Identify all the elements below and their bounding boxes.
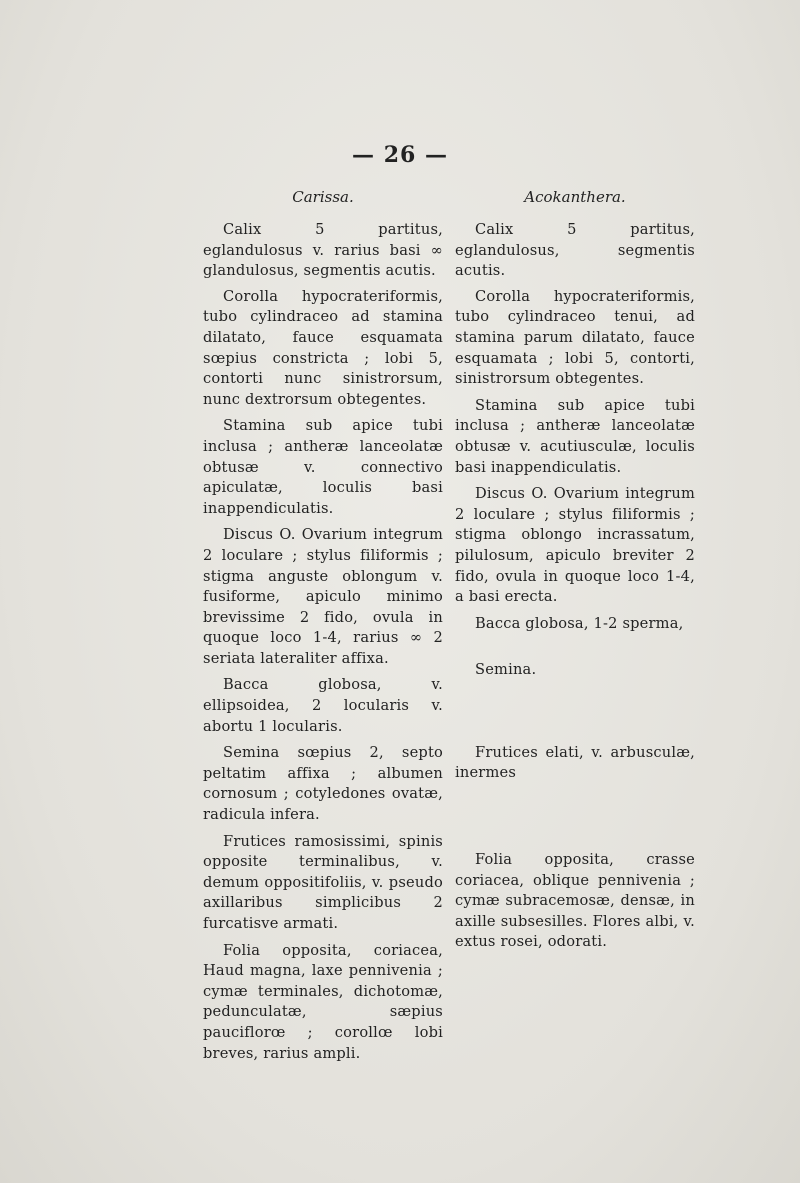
paragraph: Semina sœpius 2, septo peltatim affixa ; albumen cornosum ; cotyledones ovatæ, radicula infera. <box>203 744 443 824</box>
page-number: — 26 — <box>352 142 448 168</box>
paragraph: Corolla hypocrateriformis, tubo cylindraceo tenui, ad stamina parum dilatato, fauce esquamata ; lobi 5, contorti, sinistrorsum obtegentes. <box>455 287 695 388</box>
paragraph: Bacca globosa, v. ellipsoidea, 2 locularis v. abortu 1 locularis. <box>203 676 443 735</box>
column-title: Acokanthera. <box>524 188 626 206</box>
paragraph: Stamina sub apice tubi inclusa ; antheræ lanceolatæ obtusæ v. connectivo apiculatæ, loculis basi inappendiculatis. <box>203 417 443 517</box>
paragraph: Discus O. Ovarium integrum 2 loculare ; stylus filiformis ; stigma oblongo incrassatum, pilulosum, apiculo breviter 2 fido, ovula in quoque loco 1-4, a basi erecta. <box>455 485 695 606</box>
paragraph: Calix 5 partitus, eglandulosus, segmentis acutis. <box>455 221 695 280</box>
paragraph: Frutices elati, v. arbusculæ, inermes <box>455 743 695 782</box>
paragraph: Folia opposita, crasse coriacea, oblique pennivenia ; cymæ subracemosæ, densæ, in axille subsesilles. Flores albi, v. extus rosei, odorati. <box>455 851 695 951</box>
paragraph: Calix 5 partitus, eglandulosus v. rarius basi ∞ glandulosus, segmentis acutis. <box>203 221 443 280</box>
paragraph: Corolla hypocrateriformis, tubo cylindraceo ad stamina dilatato, fauce esquamata sœpius constricta ; lobi 5, contorti nunc sinistrorsum, nunc dextrorsum obtegentes. <box>203 287 443 408</box>
paragraph: Discus O. Ovarium integrum 2 loculare ; stylus filiformis ; stigma anguste oblongum v. fusiforme, apiculo minimo brevissime 2 fido, ovula in quoque loco 1-4, rarius ∞ 2 seriata lateraliter affixa. <box>203 526 443 667</box>
column-carissa <box>203 188 443 1070</box>
column-acokanthera <box>455 188 695 959</box>
paragraph: Semina. <box>475 661 537 679</box>
column-title: Carissa. <box>292 188 354 206</box>
paragraph: Bacca globosa, 1-2 sperma, <box>475 614 684 632</box>
paragraph: Stamina sub apice tubi inclusa ; antheræ lanceolatæ obtusæ v. acutiusculæ, loculis basi inappendiculatis. <box>455 396 695 476</box>
paragraph: Folia opposita, coriacea, Haud magna, laxe pennivenia ; cymæ terminales, dichotomæ, pedunculatæ, sæpius pauciflorœ ; corollœ lobi breves, rarius ampli. <box>203 941 443 1062</box>
paragraph: Frutices ramosissimi, spinis opposite terminalibus, v. demum oppositifoliis, v. pseudo axillaribus simplicibus 2 furcatisve armati. <box>203 832 443 932</box>
